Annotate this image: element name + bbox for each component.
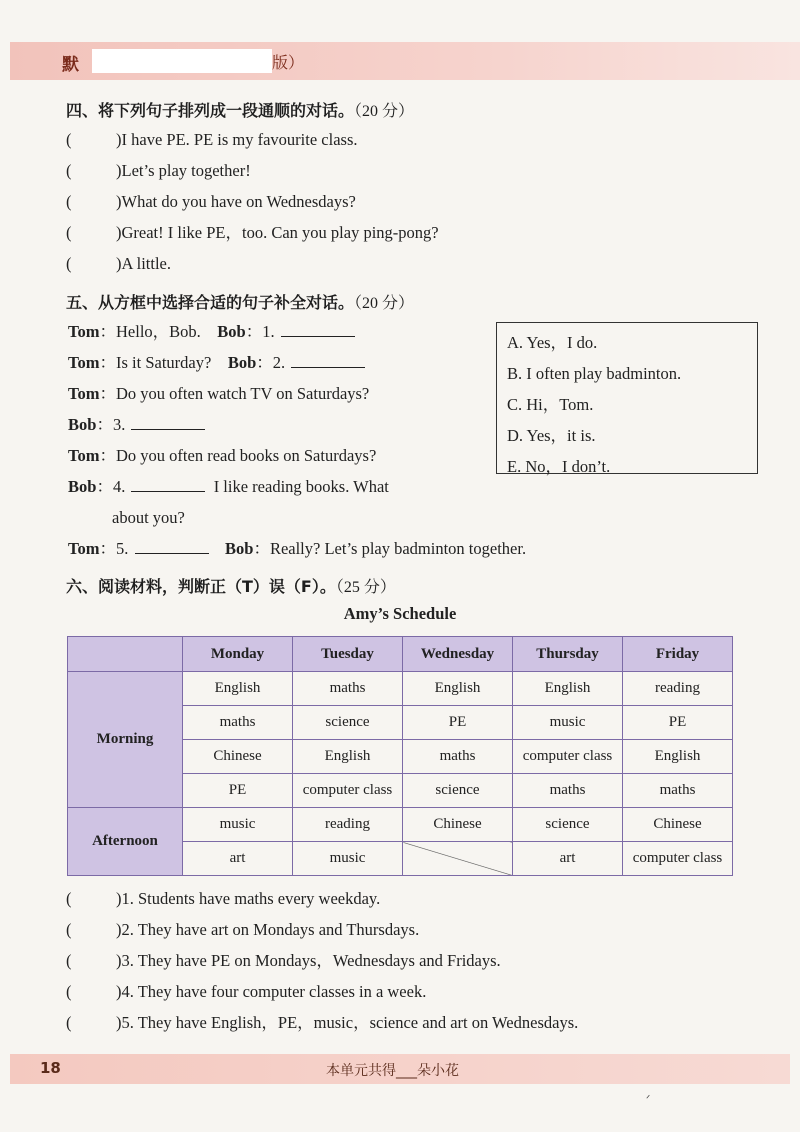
dialog-text: ：4.	[96, 477, 126, 496]
dialog-line-7	[68, 539, 526, 559]
answer-blank-3[interactable]	[131, 415, 205, 430]
dialog-line-1	[68, 322, 355, 342]
dialog-text: ：Really? Let’s play badminton together.	[253, 539, 527, 558]
answer-blank-5[interactable]	[135, 539, 209, 554]
dialog-text: I like reading books. What	[213, 477, 389, 496]
section6-title	[66, 574, 396, 597]
dialog-text: ：Is it Saturday?	[99, 353, 212, 372]
table-cell: maths	[293, 672, 403, 706]
table-cell: science	[403, 774, 513, 808]
answer-blank-2[interactable]	[291, 353, 365, 368]
table-cell: Chinese	[623, 808, 733, 842]
speaker-tom: Tom	[68, 353, 100, 372]
table-cell: science	[293, 706, 403, 740]
table-cell: maths	[403, 740, 513, 774]
dialog-text: ：3.	[96, 415, 126, 434]
section4-item-1: ( )I have PE. PE is my favourite class.	[66, 130, 358, 149]
section4-item-text: Great! I like PE，too. Can you play ping-pong?	[121, 223, 439, 242]
option-d: D. Yes，it is.	[507, 426, 596, 445]
statement-2: ( )2. They have art on Mondays and Thursdays.	[66, 920, 420, 939]
speaker-tom: Tom	[68, 539, 100, 558]
footer-text: 本单元共得___朵小花	[326, 1063, 459, 1079]
table-cell: music	[293, 842, 403, 876]
table-cell: English	[293, 740, 403, 774]
section4-title-text: 四、将下列句子排列成一段通顺的对话。	[66, 101, 355, 120]
table-cell: Chinese	[183, 740, 293, 774]
section4-title	[66, 98, 414, 121]
table-row	[68, 672, 733, 706]
table-cell: PE	[183, 774, 293, 808]
table-cell: Chinese	[403, 808, 513, 842]
table-cell: maths	[513, 774, 623, 808]
table-cell: reading	[293, 808, 403, 842]
statement-text: )3. They have PE on Mondays，Wednesdays and Fridays.	[116, 951, 501, 970]
statement-4: ( )4. They have four computer classes in a week.	[66, 982, 427, 1001]
dialog-line-6	[68, 477, 389, 497]
header-left-char: 默	[62, 55, 79, 75]
schedule-title: Amy’s Schedule	[343, 604, 457, 623]
statement-text: )4. They have four computer classes in a week.	[116, 982, 427, 1001]
table-cell: computer class	[623, 842, 733, 876]
section4-item-2: ( )Let’s play together!	[66, 161, 251, 180]
dialog-text: about you?	[112, 508, 185, 527]
dialog-text: ：Do you often read books on Saturdays?	[99, 446, 377, 465]
options-box	[496, 322, 758, 474]
answer-blank-1[interactable]	[281, 322, 355, 337]
speaker-tom: Tom	[68, 446, 100, 465]
table-cell: reading	[623, 672, 733, 706]
section5-score: （20 分）	[354, 295, 415, 312]
table-cell: English	[513, 672, 623, 706]
table-cell: science	[513, 808, 623, 842]
day-header: Thursday	[513, 637, 623, 672]
section4-item-text: Let’s play together!	[121, 161, 251, 180]
statement-text: )5. They have English，PE，music，science and art on Wednesdays.	[116, 1013, 579, 1032]
day-header: Wednesday	[403, 637, 513, 672]
speaker-tom: Tom	[68, 384, 100, 403]
table-cell: maths	[623, 774, 733, 808]
section4-item-text: A little.	[121, 254, 171, 273]
option-c: C. Hi，Tom.	[507, 395, 594, 414]
option-b: B. I often play badminton.	[507, 364, 682, 383]
table-corner	[68, 637, 183, 672]
option-a: A. Yes，I do.	[507, 333, 598, 352]
dialog-line-6-cont	[112, 508, 185, 528]
speaker-bob: Bob	[227, 353, 257, 372]
dialog-line-4	[68, 415, 205, 435]
section4-item-4: ( )Great! I like PE，too. Can you play ping-pong?	[66, 223, 439, 242]
header-redaction	[92, 49, 272, 73]
day-header: Friday	[623, 637, 733, 672]
section4-item-3: ( )What do you have on Wednesdays?	[66, 192, 356, 211]
section6-title-text: 六、阅读材料，判断正（T）误（F）。	[66, 577, 336, 596]
scan-mark: ᐟ	[646, 1094, 651, 1105]
statement-5: ( )5. They have English，PE，music，science and art on Wednesdays.	[66, 1013, 579, 1032]
header-right-text: 版）	[272, 53, 305, 72]
speaker-bob: Bob	[68, 415, 97, 434]
table-cell: English	[623, 740, 733, 774]
statement-text: )2. They have art on Mondays and Thursdays.	[116, 920, 420, 939]
speaker-tom: Tom	[68, 322, 100, 341]
dialog-text: ：Hello，Bob.	[99, 322, 201, 341]
speaker-bob: Bob	[225, 539, 254, 558]
table-cell-empty-diagonal	[403, 842, 513, 876]
schedule-table	[67, 636, 733, 876]
table-cell: computer class	[513, 740, 623, 774]
dialog-line-5	[68, 446, 376, 466]
dialog-text: ：1.	[245, 322, 275, 341]
dialog-text: ：Do you often watch TV on Saturdays?	[99, 384, 370, 403]
statement-text: )1. Students have maths every weekday.	[116, 889, 381, 908]
speaker-bob: Bob	[217, 322, 246, 341]
statement-3: ( )3. They have PE on Mondays，Wednesdays and Fridays.	[66, 951, 501, 970]
dialog-line-3	[68, 384, 369, 404]
day-header: Tuesday	[293, 637, 403, 672]
statement-1: ( )1. Students have maths every weekday.	[66, 889, 381, 908]
table-cell: art	[513, 842, 623, 876]
section4-item-text: I have PE. PE is my favourite class.	[121, 130, 358, 149]
table-cell: PE	[623, 706, 733, 740]
section6-score: （25 分）	[335, 579, 396, 596]
section4-item-5: ( )A little.	[66, 254, 171, 273]
table-cell: music	[513, 706, 623, 740]
speaker-bob: Bob	[68, 477, 97, 496]
table-cell: art	[183, 842, 293, 876]
table-cell: maths	[183, 706, 293, 740]
table-cell: PE	[403, 706, 513, 740]
day-header: Monday	[183, 637, 293, 672]
dialog-text: ：2.	[256, 353, 286, 372]
table-cell: English	[183, 672, 293, 706]
table-row	[68, 808, 733, 842]
table-cell: English	[403, 672, 513, 706]
answer-blank-4[interactable]	[131, 477, 205, 492]
section4-score: （20 分）	[354, 103, 415, 120]
table-cell: computer class	[293, 774, 403, 808]
section4-item-text: What do you have on Wednesdays?	[121, 192, 356, 211]
option-e: E. No，I don’t.	[507, 457, 611, 476]
section5-title	[66, 290, 414, 313]
dialog-text: ：5.	[99, 539, 129, 558]
section5-title-text: 五、从方框中选择合适的句子补全对话。	[66, 293, 355, 312]
morning-label: Morning	[68, 672, 183, 808]
dialog-line-2	[68, 353, 365, 373]
afternoon-label: Afternoon	[68, 808, 183, 876]
table-header-row	[68, 637, 733, 672]
table-cell: music	[183, 808, 293, 842]
page-number: 18	[40, 1059, 61, 1077]
